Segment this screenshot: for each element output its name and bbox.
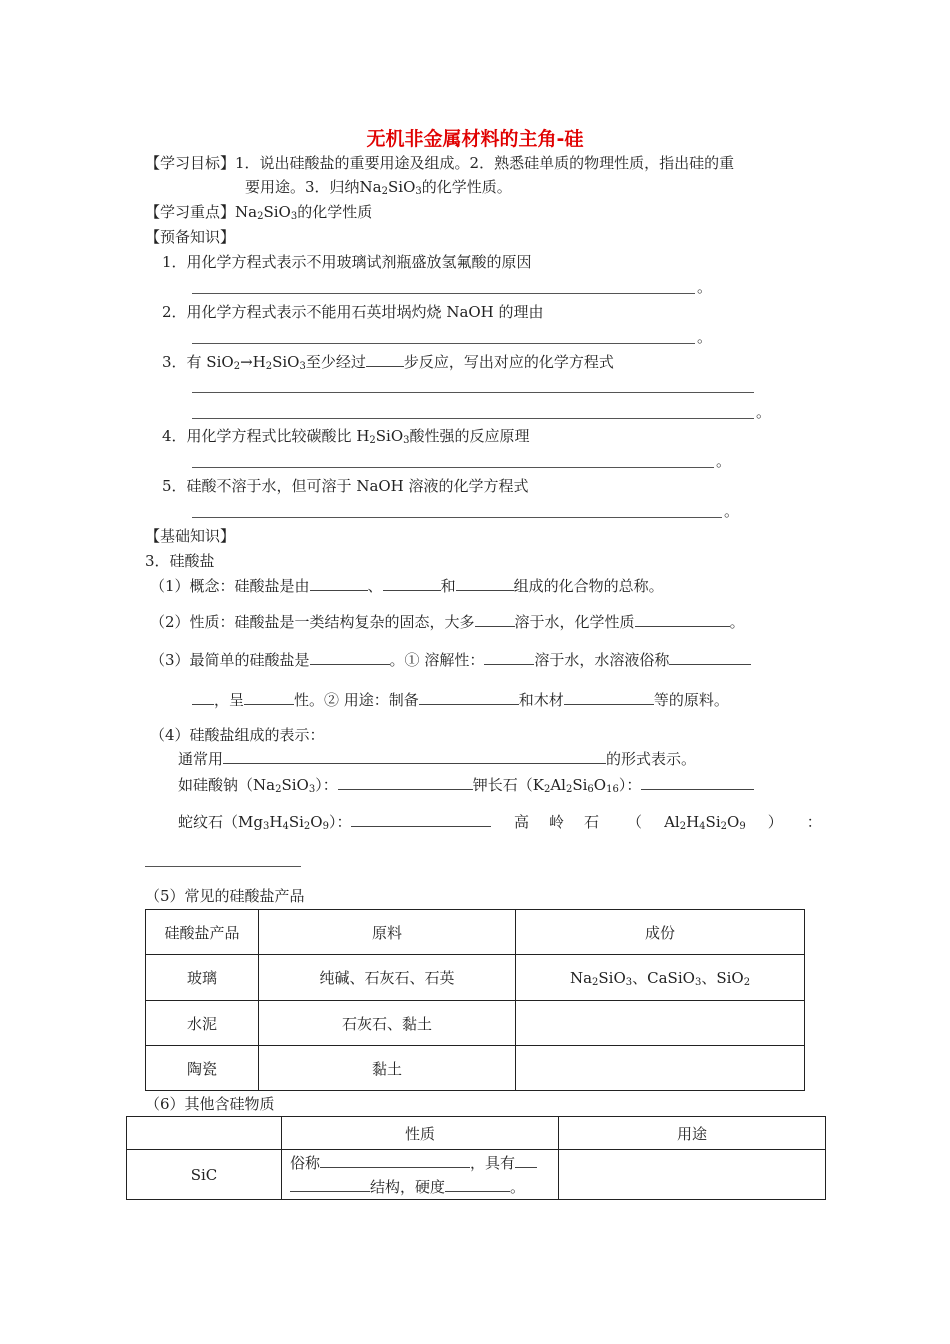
answer-line [192, 343, 695, 344]
table-header: 性质 [282, 1117, 559, 1150]
kaolin-label: 高 岭 石 （ $Al_2H_4Si_2O_9$ ） ： [514, 813, 822, 832]
item-1: （1）概念：硅酸盐是由 、 和 组成的化合物的总称。 [150, 577, 664, 595]
item-3-line1: （3）最简单的硅酸盐是 。① 溶解性： 溶于水，水溶液俗称 [150, 650, 751, 670]
goal-line-2: 要用途。3．归纳$Na_2SiO_3$的化学性质。 [245, 178, 512, 197]
basic-label: 【基础知识】 [145, 527, 236, 545]
item-2: （2）性质：硅酸盐是一类结构复杂的固态，大多 溶于水，化学性质 。 [150, 613, 745, 631]
prep-label: 【预备知识】 [145, 228, 236, 246]
page-title: 无机非金属材料的主角-硅 [366, 128, 584, 150]
glass-composition: $Na_2SiO_3$、CaSiO$_3$、SiO$_2$ [516, 955, 805, 1001]
item-4-line1: 通常用 的形式表示。 [178, 750, 697, 768]
answer-line [145, 866, 301, 867]
answer-line [192, 467, 714, 468]
item-4-head: （4）硅酸盐组成的表示： [150, 726, 325, 744]
prep-q4: 4．用化学方程式比较碳酸比 $H_2SiO_3$酸性强的反应原理 [162, 427, 530, 446]
table-header [127, 1117, 282, 1150]
section-3: 3．硅酸盐 [145, 552, 215, 570]
item-4-line2: 如硅酸钠$(Na_2SiO_3)$： 钾长石$(K_2Al_2Si_6O_{16})$： [178, 775, 754, 795]
answer-line [192, 418, 754, 419]
prep-q1: 1．用化学方程式表示不用玻璃试剂瓶盛放氢氟酸的原因 [162, 253, 532, 271]
table-header: 成份 [516, 910, 805, 955]
prep-q5: 5．硅酸不溶于水，但可溶于 NaOH 溶液的化学方程式 [162, 477, 529, 495]
item-4-line3: 蛇纹石$(Mg_3H_4Si_2O_9)$： [178, 812, 491, 832]
table-header: 硅酸盐产品 [146, 910, 259, 955]
answer-line [192, 392, 754, 393]
table-row: 玻璃 纯碱、石灰石、石英 $Na_2SiO_3$、CaSiO$_3$、SiO$_2$ [146, 955, 805, 1001]
goal-label: 【学习目标】 [145, 154, 236, 172]
prep-q2: 2．用化学方程式表示不能用石英坩埚灼烧 NaOH 的理由 [162, 303, 544, 321]
goal-line-1: 【学习目标】1．说出硅酸盐的重要用途及组成。2．熟悉硅单质的物理性质，指出硅的重 [145, 154, 735, 172]
answer-line [192, 293, 695, 294]
answer-line [192, 517, 722, 518]
table-row [127, 1150, 826, 1200]
key-point: 【学习重点】$Na_2SiO_3$的化学性质 [145, 203, 373, 222]
item-6-head: （6）其他含硅物质 [145, 1095, 275, 1113]
prep-q3: 3．有 $SiO_2\to H_2SiO_3$至少经过 步反应，写出对应的化学方程式 [162, 353, 614, 372]
sic-properties: 俗称 ，具有 结构，硬度 。 [282, 1150, 559, 1200]
item-3-line2: ，呈 性。② 用途：制备 和木材 等的原料。 [192, 690, 729, 710]
other-silicon-table [126, 1116, 826, 1200]
table-header: 用途 [559, 1117, 826, 1150]
silicate-products-table [145, 909, 805, 1091]
table-row: 陶瓷 黏土 [146, 1046, 805, 1091]
sic-name: SiC [127, 1150, 282, 1200]
item-5-head: （5）常见的硅酸盐产品 [145, 887, 305, 905]
table-row: 水泥 石灰石、黏土 [146, 1001, 805, 1046]
table-header: 原料 [259, 910, 516, 955]
